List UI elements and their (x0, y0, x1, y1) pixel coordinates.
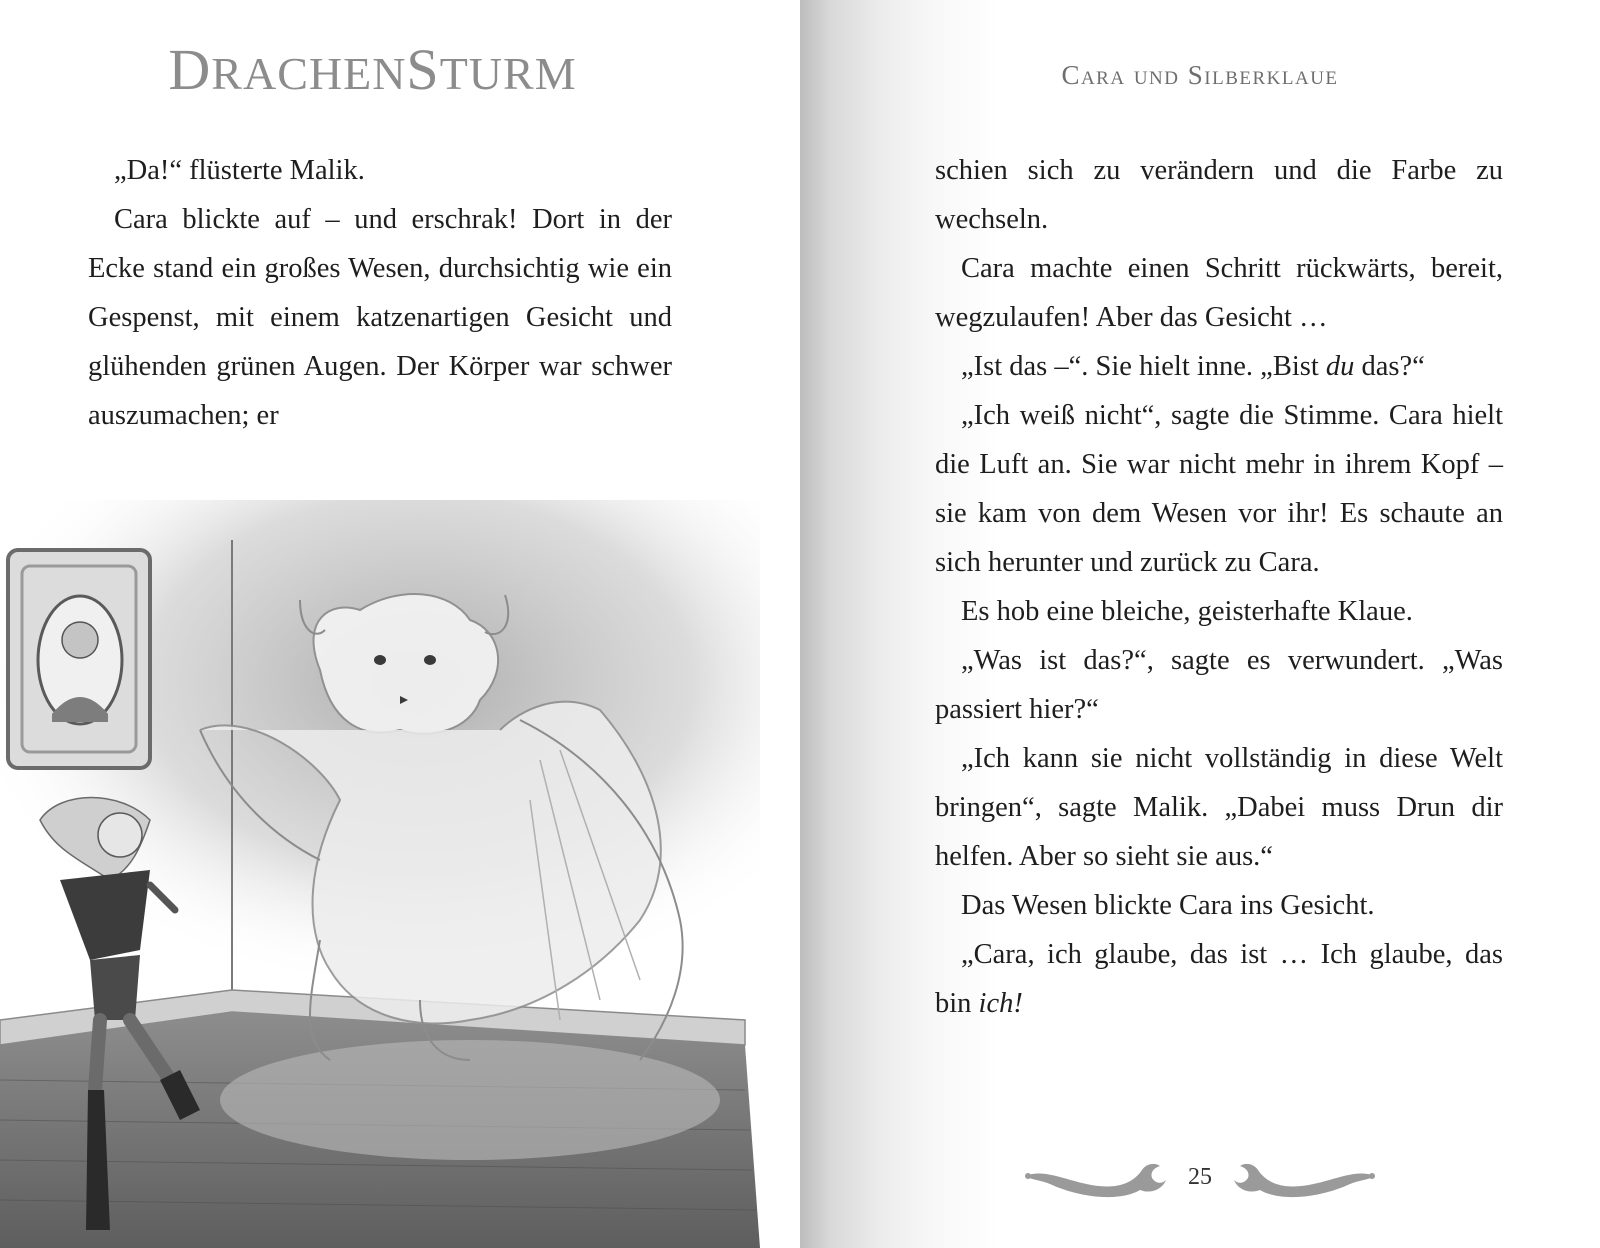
portrait-face (62, 622, 98, 658)
portrait-frame (8, 550, 150, 768)
paragraph: „Ist das –“. Sie hielt inne. „Bist du das?“ (961, 351, 1425, 382)
ghost-floor-glow (220, 1040, 720, 1160)
paragraph: „Cara, ich glaube, das ist … Ich glaube, das bin ich! (935, 939, 1503, 1019)
page-footer (1020, 1150, 1380, 1210)
chapter-title: Cara und Silberklaue (1061, 60, 1339, 90)
dragon-ornament-right-icon (1230, 1150, 1380, 1210)
paragraph: schien sich zu verändern und die Farbe zu wechseln. (935, 155, 1503, 235)
paragraph: „Da!“ flüsterte Malik. (114, 155, 365, 186)
paragraph: „Ich kann sie nicht vollständig in diese Welt bringen“, sagte Malik. „Dabei muss Drun dir helfen. Aber so sieht sie aus.“ (935, 743, 1503, 872)
paragraph: „Ich weiß nicht“, sagte die Stimme. Cara hielt die Luft an. Sie war nicht mehr in ihrem Kopf – sie kam von dem Wesen vor ihr! Es schaute an sich herunter und zurück zu Cara. (935, 400, 1503, 578)
paragraph: „Was ist das?“, sagte es verwundert. „Was passiert hier?“ (935, 645, 1503, 725)
girl-face (98, 813, 142, 857)
page-number: 25 (1188, 1164, 1212, 1190)
right-page-text (935, 146, 1503, 1028)
paragraph: Das Wesen blickte Cara ins Gesicht. (961, 890, 1375, 921)
paragraph: Cara machte einen Schritt rückwärts, bereit, wegzulaufen! Aber das Gesicht … (935, 253, 1503, 333)
series-title: DRACHENSTURM (168, 37, 577, 102)
paragraph: Es hob eine bleiche, geisterhafte Klaue. (961, 596, 1413, 627)
girl-shorts (90, 955, 140, 1020)
right-page (800, 0, 1600, 1248)
paragraph: Cara blickte auf – und erschrak! Dort in der Ecke stand ein großes Wesen, durchsichtig wie ein Gespenst, mit einem katzenartigen Gesicht und glühenden grünen Augen. Der Körper war schwer auszumachen; er (88, 204, 672, 431)
left-page-text (88, 146, 672, 440)
dragon-ornament-left-icon (1020, 1150, 1170, 1210)
ghost-dragon-illustration (0, 500, 800, 1248)
